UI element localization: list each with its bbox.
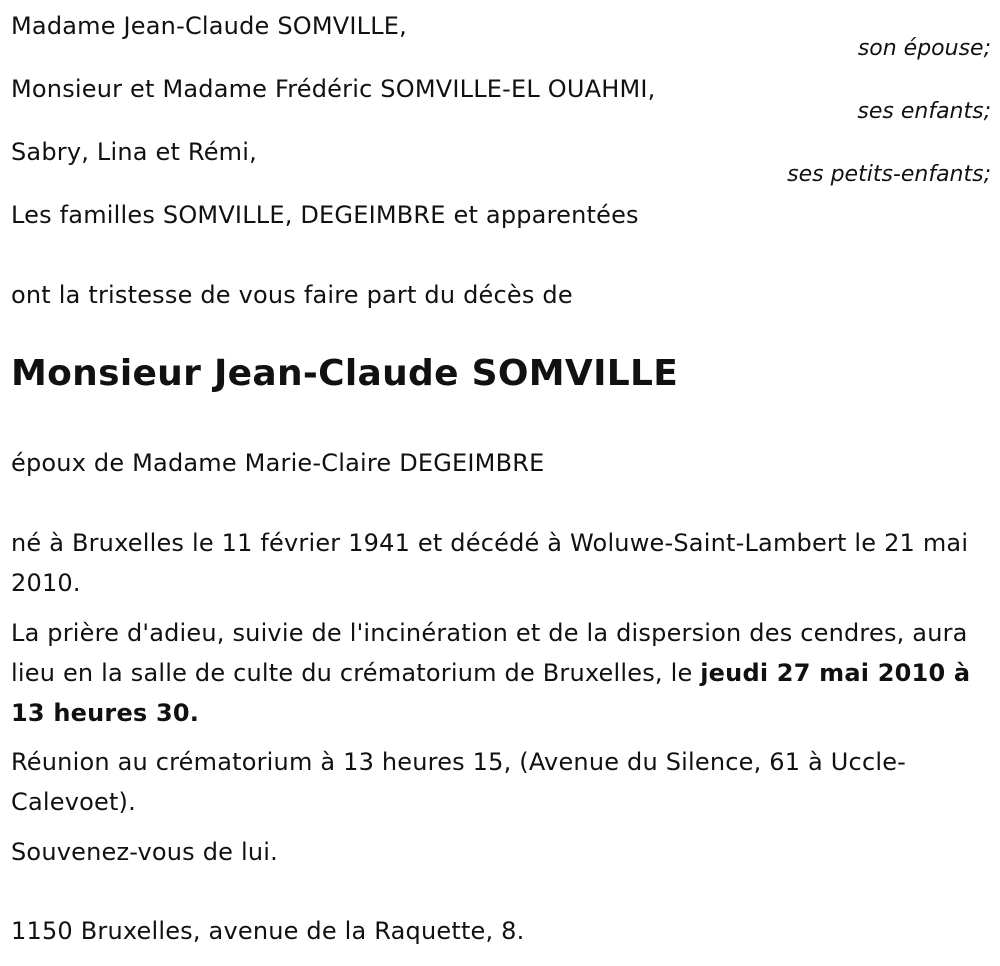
ceremony-text: La prière d'adieu, suivie de l'incinération et de la dispersion des cendres, aura lieu en la salle de culte du crématorium de Bruxelles, le [11,619,968,687]
meeting-paragraph: Réunion au crématorium à 13 heures 15, (Avenue du Silence, 61 à Uccle-Calevoet). [11,748,907,816]
deceased-name: Monsieur Jean-Claude SOMVILLE [11,353,679,394]
birth-death-line: né à Bruxelles le 11 février 1941 et décédé à Woluwe-Saint-Lambert le 21 mai 2010. [11,529,969,597]
family-member-relatives: Les familles SOMVILLE, DEGEIMBRE et apparentées [11,201,639,229]
spouse-line: époux de Madame Marie-Claire DEGEIMBRE [11,449,545,477]
family-member-children: Monsieur et Madame Frédéric SOMVILLE-EL OUAHMI, [11,75,656,103]
family-role-grandchildren: ses petits-enfants; [787,162,991,187]
ceremony-datetime: jeudi 27 mai 2010 à 13 heures 30. [11,659,971,727]
ceremony-paragraph [11,613,986,733]
remember-line: Souvenez-vous de lui. [11,838,278,866]
address-line: 1150 Bruxelles, avenue de la Raquette, 8. [11,917,525,945]
family-member-spouse: Madame Jean-Claude SOMVILLE, [11,12,407,40]
family-member-grandchildren: Sabry, Lina et Rémi, [11,138,257,166]
announcement-intro: ont la tristesse de vous faire part du décès de [11,281,573,309]
family-role-spouse: son épouse; [857,36,991,61]
family-role-children: ses enfants; [857,99,991,124]
